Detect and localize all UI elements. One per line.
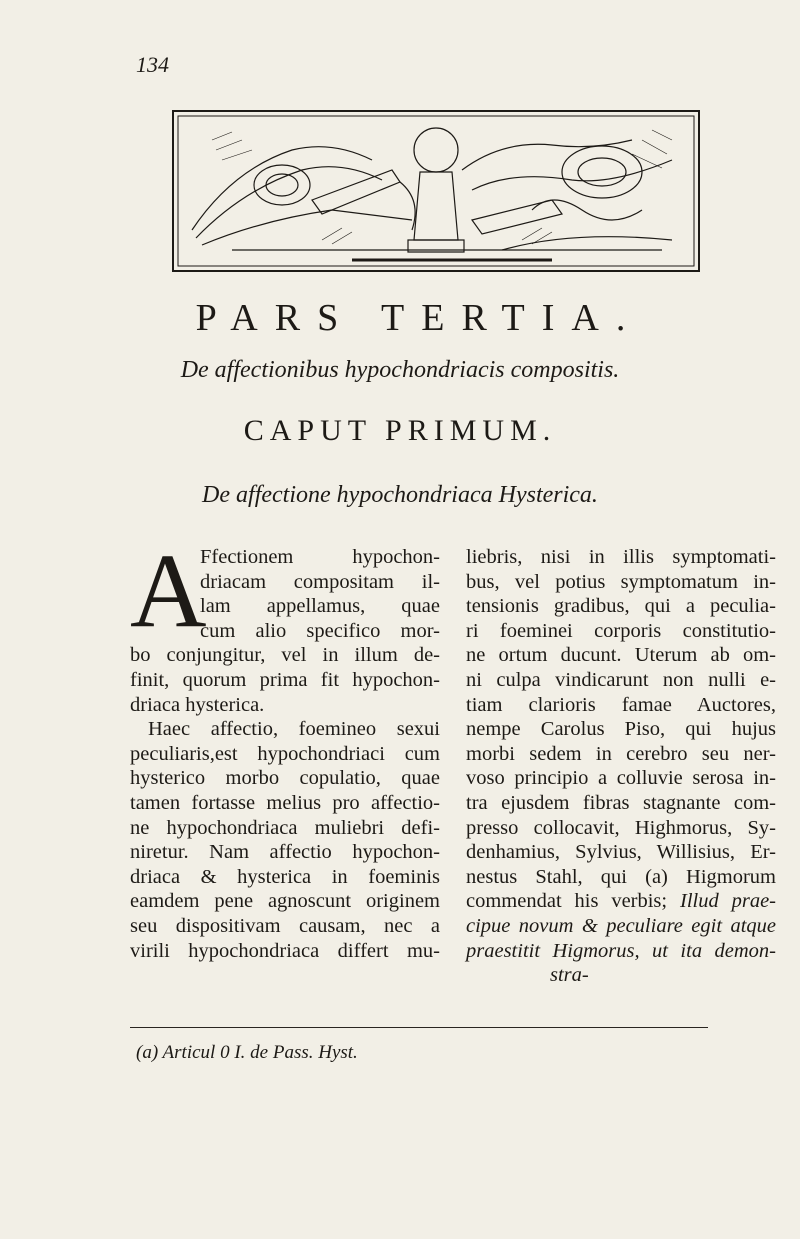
- text-line: eamdem pene agnoscunt originem: [130, 890, 440, 913]
- italic-quote: cipue novum & peculiare egit atque: [466, 914, 776, 937]
- text-line: tensionis gradibus, qui a peculia-: [466, 595, 776, 618]
- text-line: driacam compositam il-: [200, 570, 440, 593]
- text-line: bus, vel potius symptomatum in-: [466, 570, 776, 593]
- chapter-title: CAPUT PRIMUM.: [243, 414, 557, 447]
- text-line: driaca hysterica.: [130, 693, 265, 716]
- italic-quote: Illud prae-: [680, 890, 776, 913]
- text-line: niretur. Nam affectio hypochon-: [130, 841, 440, 864]
- text-line: Haec affectio, foemineo sexui: [148, 718, 440, 741]
- text-line: nestus Stahl, qui (a) Higmorum: [466, 865, 776, 888]
- text-line: presso collocavit, Highmorus, Sy-: [466, 816, 776, 839]
- text-line: tra ejusdem fibras stagnante com-: [466, 791, 776, 814]
- headpiece-ornament-icon: [172, 110, 700, 272]
- text-line: finit, quorum prima fit hypochon-: [130, 668, 440, 691]
- text-span: commendat his verbis;: [466, 890, 680, 913]
- text-line: virili hypochondriaca differt mu-: [130, 939, 440, 962]
- italic-quote: stra-: [550, 964, 589, 987]
- left-column: [130, 532, 440, 963]
- drop-cap: A: [130, 532, 207, 649]
- right-column: [466, 545, 776, 988]
- text-line: bo conjungitur, vel in illum de-: [130, 644, 440, 667]
- text-line: [466, 939, 776, 964]
- page-number: 134: [136, 52, 169, 77]
- part-title: PARS TERTIA.: [195, 297, 643, 339]
- footnote-rule: [130, 1027, 708, 1028]
- text-line: Ffectionem hypochon-: [200, 546, 440, 568]
- text-line: voso principio a colluvie serosa in-: [466, 767, 776, 790]
- text-line: tiam clarioris famae Auctores,: [466, 693, 776, 716]
- footnote: (a) Articul 0 I. de Pass. Hyst.: [136, 1042, 358, 1063]
- text-line: [466, 889, 776, 914]
- text-line: liebris, nisi in illis symptomati-: [466, 546, 776, 568]
- text-line: ne hypochondriaca muliebri defi-: [130, 816, 440, 839]
- text-line: lam appellamus, quae: [200, 595, 440, 618]
- text-line: [466, 914, 776, 939]
- italic-quote: praestitit Higmorus, ut ita demon-: [466, 939, 776, 962]
- chapter-subtitle: De affectione hypochondriaca Hysterica.: [202, 482, 598, 508]
- catchword: [466, 963, 776, 988]
- text-line: driaca & hysterica in foeminis: [130, 865, 440, 888]
- text-line: morbi sedem in cerebro seu ner-: [466, 742, 776, 765]
- text-line: ne ortum ducunt. Uterum ab om-: [466, 644, 776, 667]
- text-line: nempe Carolus Piso, qui hujus: [466, 718, 776, 741]
- text-line: ni culpa vindicarunt non nulli e-: [466, 668, 776, 691]
- text-line: hysterico morbo copulatio, quae: [130, 767, 440, 790]
- text-line: ri foeminei corporis constitutio-: [466, 619, 776, 642]
- text-line: denhamius, Sylvius, Willisius, Er-: [466, 841, 776, 864]
- text-line: tamen fortasse melius pro affectio-: [130, 791, 440, 814]
- text-line: seu dispositivam causam, nec a: [130, 914, 440, 937]
- text-line: peculiaris,est hypochondriaci cum: [130, 742, 440, 765]
- part-subtitle: De affectionibus hypochondriacis compositis.: [180, 357, 620, 383]
- text-line: cum alio specifico mor-: [200, 619, 440, 642]
